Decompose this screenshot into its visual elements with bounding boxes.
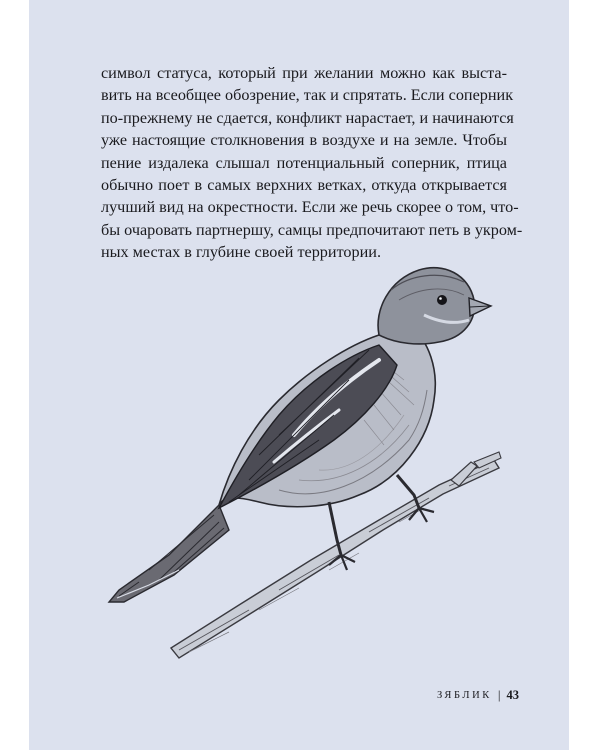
- tail-drawing: [109, 505, 229, 602]
- text-line: уже настоящие столкновения в воздухе и на земле. Чтобы: [101, 131, 507, 150]
- running-head: ЗЯБЛИК: [436, 689, 492, 701]
- text-line: ных местах в глубине своей территории.: [101, 243, 381, 262]
- book-page: [29, 0, 569, 750]
- footer-separator: |: [497, 687, 501, 702]
- text-line: обычно поет в самых верхних ветках, откуда открывается: [101, 176, 507, 195]
- head-drawing: [378, 268, 491, 344]
- text-line: пение издалека слышал потенциальный соперник, птица: [101, 153, 507, 172]
- page-footer: [437, 687, 519, 703]
- text-line: по-прежнему не сдается, конфликт нарастает, и начинаются: [101, 108, 514, 127]
- text-line: символ статуса, который при желании можно как выста-: [101, 64, 507, 82]
- page-number: 43: [506, 687, 519, 702]
- chaffinch-illustration: [79, 240, 519, 660]
- eye-drawing: [437, 295, 447, 305]
- text-line: бы очаровать партнершу, самцы предпочитают петь в укром-: [101, 220, 523, 239]
- text-line: вить на всеобщее обозрение, так и спрятать. Если соперник: [101, 86, 514, 105]
- text-line: лучший вид на окрестности. Если же речь скорее о том, что-: [101, 198, 519, 217]
- body-paragraph: [101, 62, 523, 264]
